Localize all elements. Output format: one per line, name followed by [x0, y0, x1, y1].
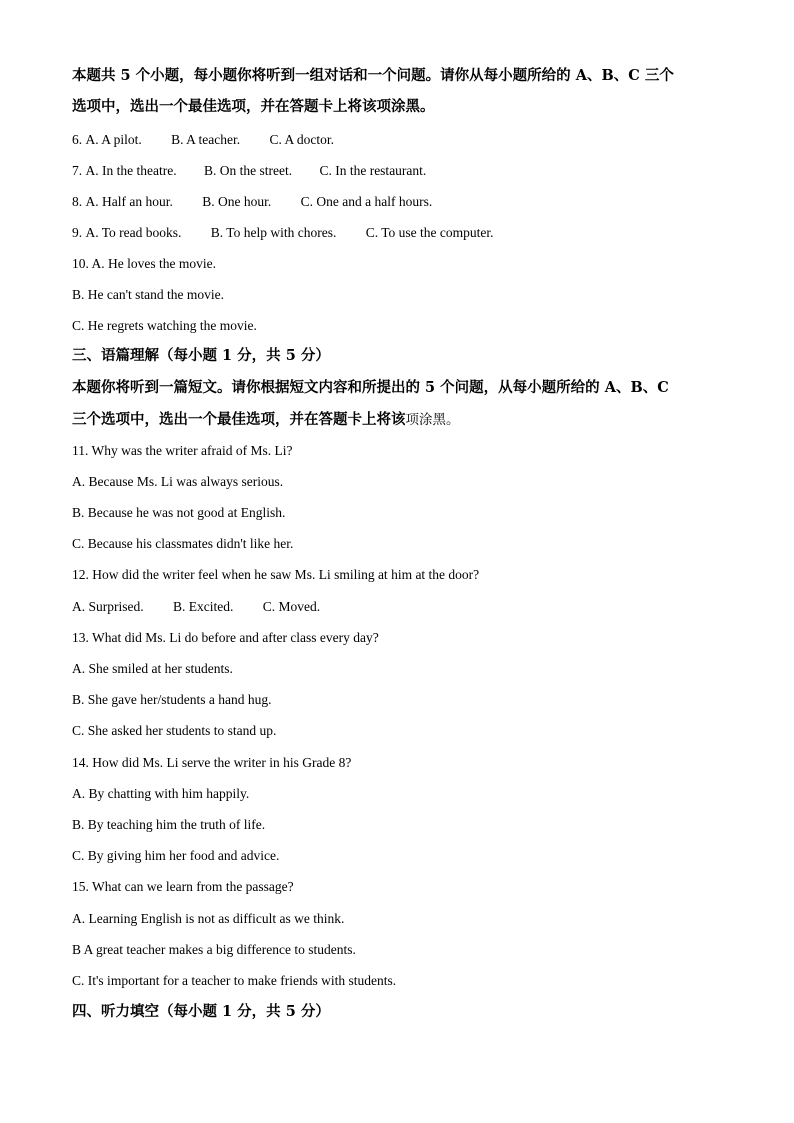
- question-14-stem: 14. How did Ms. Li serve the writer in his Grade 8?: [72, 755, 352, 770]
- question-7: [72, 162, 426, 180]
- option-c: C. Moved.: [262, 599, 321, 614]
- question-13-stem: 13. What did Ms. Li do before and after class every day?: [72, 630, 379, 645]
- question-10-option-b: B. He can't stand the movie.: [72, 287, 225, 302]
- option-b: B. One hour.: [202, 194, 272, 209]
- question-number: 6.: [72, 132, 83, 147]
- question-11-option-b: B. Because he was not good at English.: [72, 505, 286, 520]
- question-number: 8.: [72, 194, 83, 209]
- question-15-option-b: B A great teacher makes a big difference to students.: [72, 942, 356, 957]
- option-a: A. A pilot.: [85, 132, 142, 147]
- question-number: 9.: [72, 225, 83, 240]
- option-a: A. To read books.: [85, 225, 182, 240]
- question-13-option-c: C. She asked her students to stand up.: [72, 723, 277, 738]
- option-a: A. Half an hour.: [85, 194, 173, 209]
- option-c: C. A doctor.: [269, 132, 335, 147]
- instructions-bold-part: 三个选项中，选出一个最佳选项，并在答题卡上将该: [72, 411, 406, 428]
- question-13-option-b: B. She gave her/students a hand hug.: [72, 692, 272, 707]
- question-12-options: [72, 598, 320, 616]
- question-9: [72, 224, 494, 242]
- option-b: B. Excited.: [173, 599, 234, 614]
- question-8: [72, 193, 432, 211]
- question-14-option-a: A. By chatting with him happily.: [72, 786, 250, 801]
- section3-instructions-line2: [72, 410, 460, 430]
- option-c: C. In the restaurant.: [319, 163, 427, 178]
- question-11-option-c: C. Because his classmates didn't like her.: [72, 536, 294, 551]
- section3-instructions-line1: 本题你将听到一篇短文。请你根据短文内容和所提出的 5 个问题，从每小题所给的 A、B、C: [72, 379, 669, 396]
- section2-instructions-line2: 选项中，选出一个最佳选项，并在答题卡上将该项涂黑。: [72, 98, 435, 115]
- question-11-stem: 11. Why was the writer afraid of Ms. Li?: [72, 443, 293, 458]
- question-6: [72, 131, 334, 149]
- option-b: B. A teacher.: [171, 132, 241, 147]
- option-a: A. Surprised.: [72, 599, 144, 614]
- option-b: B. On the street.: [203, 163, 293, 178]
- option-a: A. In the theatre.: [85, 163, 177, 178]
- option-c: C. To use the computer.: [365, 225, 494, 240]
- option-c: C. One and a half hours.: [300, 194, 433, 209]
- question-14-option-c: C. By giving him her food and advice.: [72, 848, 280, 863]
- question-10-option-c: C. He regrets watching the movie.: [72, 318, 257, 333]
- section3-heading: 三、语篇理解（每小题 1 分，共 5 分）: [72, 347, 330, 364]
- question-number: 10.: [72, 256, 89, 271]
- question-13-option-a: A. She smiled at her students.: [72, 661, 233, 676]
- question-11-option-a: A. Because Ms. Li was always serious.: [72, 474, 284, 489]
- section4-heading: 四、听力填空（每小题 1 分，共 5 分）: [72, 1003, 330, 1020]
- question-15-option-c: C. It's important for a teacher to make friends with students.: [72, 973, 397, 988]
- question-10: [72, 255, 216, 273]
- question-number: 7.: [72, 163, 83, 178]
- option-b: B. To help with chores.: [210, 225, 337, 240]
- question-15-option-a: A. Learning English is not as difficult as we think.: [72, 911, 345, 926]
- option-a: A. He loves the movie.: [91, 256, 216, 271]
- question-14-option-b: B. By teaching him the truth of life.: [72, 817, 266, 832]
- section2-instructions-line1: 本题共 5 个小题，每小题你将听到一组对话和一个问题。请你从每小题所给的 A、B、C 三个: [72, 67, 674, 84]
- instructions-plain-part: 项涂黑。: [405, 412, 460, 427]
- question-12-stem: 12. How did the writer feel when he saw Ms. Li smiling at him at the door?: [72, 567, 480, 582]
- question-15-stem: 15. What can we learn from the passage?: [72, 879, 294, 894]
